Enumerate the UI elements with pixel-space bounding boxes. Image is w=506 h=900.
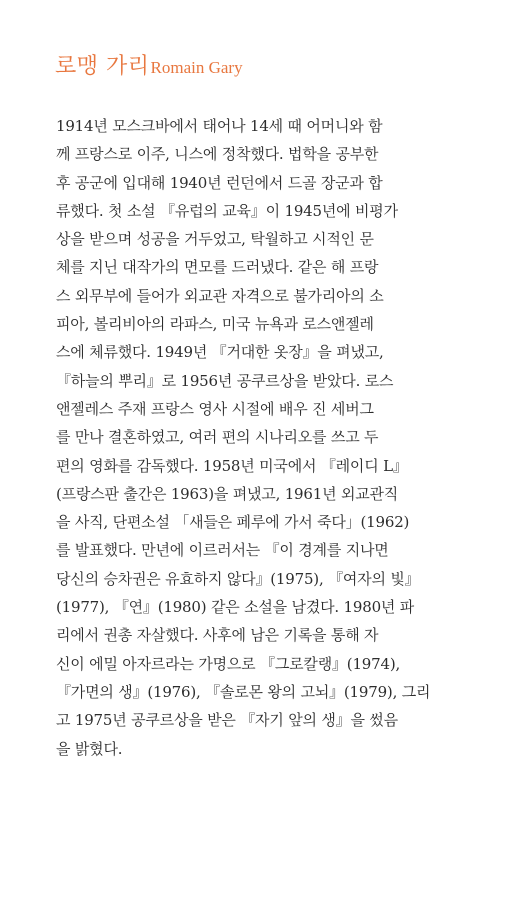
bio-line: 를 만나 결혼하였고, 여러 편의 시나리오를 쓰고 두 bbox=[56, 428, 379, 447]
bio-line: 당신의 승차권은 유효하지 않다』(1975), 『여자의 빛』 bbox=[56, 569, 420, 588]
bio-line: 리에서 권총 자살했다. 사후에 남은 기록을 통해 자 bbox=[56, 626, 379, 645]
bio-line: 류했다. 첫 소설 『유럽의 교육』이 1945년에 비평가 bbox=[56, 201, 398, 220]
bio-line: 을 사직, 단편소설 「새들은 페루에 가서 죽다」(1962) bbox=[56, 513, 410, 532]
bio-line: (1977), 『연』(1980) 같은 소설을 남겼다. 1980년 파 bbox=[56, 598, 415, 617]
bio-line: 후 공군에 입대해 1940년 런던에서 드골 장군과 합 bbox=[56, 173, 383, 192]
author-heading bbox=[55, 56, 243, 78]
author-name-korean: 로맹 가리 bbox=[55, 54, 150, 79]
bio-line: 1914년 모스크바에서 태어나 14세 때 어머니와 함 bbox=[56, 117, 383, 135]
bio-line: 를 발표했다. 만년에 이르러서는 『이 경계를 지나면 bbox=[56, 541, 389, 560]
bio-line: 고 1975년 공쿠르상을 받은 『자기 앞의 생』을 썼음 bbox=[56, 711, 398, 730]
bio-line: 스에 체류했다. 1949년 『거대한 옷장』을 펴냈고, bbox=[56, 343, 384, 362]
author-name-english: Romain Gary bbox=[150, 58, 243, 77]
bio-line: 앤젤레스 주재 프랑스 영사 시절에 배우 진 세버그 bbox=[56, 399, 374, 418]
bio-line: 『하늘의 뿌리』로 1956년 공쿠르상을 받았다. 로스 bbox=[56, 371, 394, 390]
bio-line: 신이 에밀 아자르라는 가명으로 『그로칼랭』(1974), bbox=[56, 654, 401, 673]
bio-line: 체를 지닌 대작가의 면모를 드러냈다. 같은 해 프랑 bbox=[56, 258, 379, 277]
bio-line: 편의 영화를 감독했다. 1958년 미국에서 『레이디 L』 bbox=[56, 456, 408, 475]
bio-line: (프랑스판 출간은 1963)을 펴냈고, 1961년 외교관직 bbox=[56, 484, 399, 503]
bio-line: 『가면의 생』(1976), 『솔로몬 왕의 고뇌』(1979), 그리 bbox=[56, 682, 431, 701]
author-biography bbox=[56, 112, 476, 763]
bio-line: 스 외무부에 들어가 외교관 자격으로 불가리아의 소 bbox=[56, 286, 384, 305]
bio-line: 을 밝혔다. bbox=[56, 739, 123, 758]
bio-line: 상을 받으며 성공을 거두었고, 탁월하고 시적인 문 bbox=[56, 230, 374, 249]
bio-line: 께 프랑스로 이주, 니스에 정착했다. 법학을 공부한 bbox=[56, 145, 379, 164]
bio-line: 피아, 볼리비아의 라파스, 미국 뉴욕과 로스앤젤레 bbox=[56, 315, 374, 334]
